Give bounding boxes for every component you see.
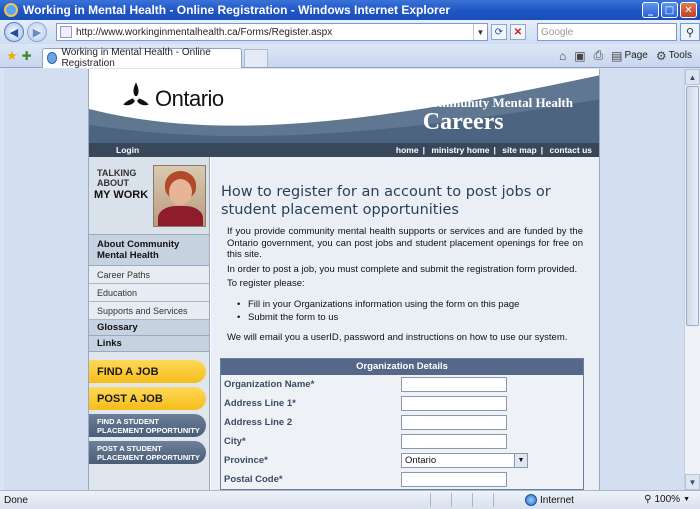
url-text: http://www.workinginmentalhealth.ca/Forms/Register.aspx [76, 26, 333, 38]
security-zone[interactable] [525, 494, 574, 506]
sidebar-item-glossary[interactable]: Glossary [89, 320, 209, 336]
address1-input[interactable] [401, 396, 507, 411]
intro-text [227, 226, 583, 343]
sidebar-item-career-paths[interactable]: Career Paths [89, 266, 209, 284]
steps-list [227, 299, 583, 324]
close-button[interactable]: ✕ [680, 2, 697, 18]
zone-label: Internet [540, 494, 574, 506]
city-input[interactable] [401, 434, 507, 449]
login-link[interactable]: Login [116, 145, 140, 155]
page-menu-button[interactable] [611, 49, 648, 63]
chevron-down-icon: ▼ [514, 454, 527, 467]
province-select[interactable] [401, 453, 528, 468]
page-menu-label: Page [624, 50, 648, 61]
add-favorites-icon[interactable]: ✚ [21, 48, 32, 63]
find-a-job-button[interactable]: FIND A JOB [89, 360, 206, 383]
globe-icon [525, 494, 537, 506]
status-text: Done [4, 494, 28, 506]
print-button[interactable] [594, 48, 604, 63]
tools-menu-button[interactable] [656, 49, 692, 63]
postal-code-label: Postal Code* [224, 474, 283, 485]
search-icon: ⚲ [685, 26, 695, 39]
city-label: City* [224, 436, 246, 447]
scroll-down-button[interactable]: ▼ [685, 474, 700, 490]
address-field[interactable] [56, 23, 488, 41]
maximize-button[interactable]: □ [661, 2, 678, 18]
talking-about-my-work-banner[interactable] [89, 157, 209, 235]
refresh-icon: ⟳ [494, 26, 504, 38]
chevron-down-icon[interactable]: ▼ [473, 24, 487, 40]
tab-bar [0, 44, 700, 68]
left-sidebar [89, 157, 210, 490]
address2-label: Address Line 2 [224, 417, 293, 428]
refresh-button[interactable] [491, 24, 507, 40]
intro-paragraph: If you provide community mental health supports or services and are funded by the Ontario government, you can post jobs and student placement openings for free on this site. [227, 226, 583, 260]
postal-code-input[interactable] [401, 472, 507, 487]
page-title: How to register for an account to post jobs or student placement opportunities [221, 184, 551, 218]
forward-button[interactable] [27, 22, 47, 42]
post-student-placement-button[interactable] [89, 441, 206, 464]
minimize-button[interactable]: _ [642, 2, 659, 18]
organization-form [220, 358, 584, 490]
register-lead: To register please: [227, 278, 305, 289]
province-label: Province* [224, 455, 268, 466]
form-row [221, 394, 583, 413]
site-title [423, 95, 573, 136]
form-row [221, 432, 583, 451]
stop-button[interactable] [510, 24, 526, 40]
form-title: Organization Details [221, 359, 583, 375]
site-title-line1: Community Mental Health [422, 95, 573, 110]
new-tab-button[interactable] [244, 49, 268, 67]
address1-label: Address Line 1* [224, 398, 296, 409]
page-body [89, 157, 599, 490]
tab-active[interactable] [42, 48, 242, 68]
feeds-button[interactable] [574, 49, 585, 63]
form-row [221, 375, 583, 394]
form-row [221, 470, 583, 489]
posting-paragraph: In order to post a job, you must complete and submit the registration form provided. [227, 263, 578, 275]
window-titlebar [0, 0, 700, 20]
ontario-wordmark: Ontario [155, 86, 224, 111]
scroll-thumb[interactable] [686, 86, 699, 326]
page-icon: ▤ [611, 48, 623, 63]
tab-favicon-icon [47, 52, 58, 64]
zoom-control[interactable] [644, 494, 690, 505]
post-placement-line2: PLACEMENT OPPORTUNITY [97, 452, 200, 462]
main-content [211, 157, 599, 490]
back-button[interactable] [4, 22, 24, 42]
province-value: Ontario [405, 455, 437, 466]
list-item: • Submit the form to us [237, 312, 583, 324]
tab-label: Working in Mental Health - Online Registration [61, 47, 211, 69]
page-icon [60, 26, 72, 38]
gear-icon: ⚙ [655, 48, 667, 63]
vertical-scrollbar[interactable] [684, 69, 700, 490]
about-label: ABOUT [97, 178, 129, 188]
post-a-job-button[interactable]: POST A JOB [89, 387, 206, 410]
site-title-line2: Careers [422, 109, 504, 135]
address-toolbar [0, 20, 700, 44]
sidebar-item-links[interactable]: Links [89, 336, 209, 352]
email-paragraph: We will email you a userID, password and instructions on how to use our system. [227, 331, 568, 343]
post-placement-line1: POST A STUDENT [97, 443, 162, 453]
rss-icon: ▣ [574, 48, 586, 63]
my-work-label: MY WORK [94, 189, 149, 201]
favorites-star-icon[interactable]: ★ [6, 47, 18, 63]
printer-icon: ⎙ [593, 48, 604, 62]
nav-site-map-link[interactable]: site map [502, 145, 537, 155]
trillium-icon [119, 79, 153, 113]
chevron-down-icon: ▼ [683, 496, 690, 503]
tools-menu-label: Tools [668, 50, 692, 61]
ie-logo-icon [4, 3, 18, 17]
nav-home-link[interactable]: home [395, 145, 419, 155]
home-icon: ⌂ [558, 48, 567, 63]
org-name-label: Organization Name* [224, 379, 315, 390]
browser-viewport [4, 69, 684, 490]
search-input[interactable]: Google [537, 23, 677, 41]
talking-label: TALKING [97, 168, 137, 178]
sidebar-item-about[interactable]: About Community Mental Health [89, 235, 209, 266]
status-bar [0, 490, 700, 509]
web-page [88, 69, 600, 490]
search-button[interactable] [680, 23, 700, 41]
list-item: • Fill in your Organizations information using the form on this page [237, 299, 583, 311]
form-row [221, 413, 583, 432]
scroll-up-button[interactable]: ▲ [685, 69, 700, 85]
form-row [221, 451, 583, 470]
find-placement-line2: PLACEMENT OPPORTUNITY [97, 425, 200, 435]
forward-arrow-icon: ▶ [32, 26, 42, 39]
site-header [89, 69, 599, 143]
back-arrow-icon: ◀ [9, 26, 19, 39]
zoom-level: 100% [654, 494, 681, 505]
sidebar-item-supports-services[interactable]: Supports and Services [89, 302, 209, 320]
home-button[interactable] [559, 49, 566, 63]
window-title: Working in Mental Health - Online Registration - Windows Internet Explorer [23, 3, 451, 17]
zoom-icon: ⚲ [644, 494, 652, 505]
top-nav: Login home | ministry home | site map | contact us [89, 143, 599, 157]
nav-ministry-home-link[interactable]: ministry home [431, 145, 490, 155]
find-placement-line1: FIND A STUDENT [97, 416, 159, 426]
sidebar-item-education[interactable]: Education [89, 284, 209, 302]
stop-icon: ✕ [513, 26, 523, 38]
find-student-placement-button[interactable] [89, 414, 206, 437]
speaker-photo [153, 165, 206, 227]
nav-contact-us-link[interactable]: contact us [549, 145, 592, 155]
ontario-logo[interactable] [119, 79, 224, 113]
org-name-input[interactable] [401, 377, 507, 392]
address2-input[interactable] [401, 415, 507, 430]
